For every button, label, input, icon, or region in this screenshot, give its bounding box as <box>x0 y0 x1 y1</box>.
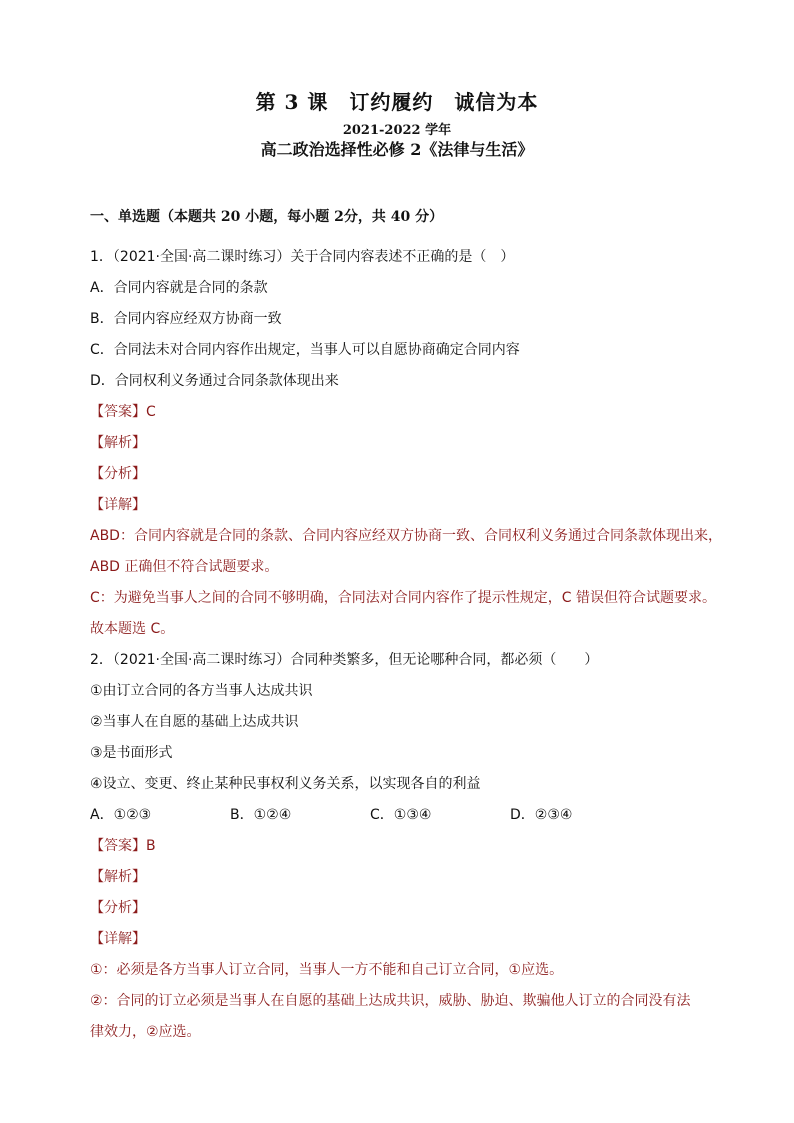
section-heading: 一、单选题（本题共 20 小题，每小题 2分，共 40 分） <box>90 209 444 225</box>
q2-answer: 【答案】B <box>90 838 156 854</box>
q2-item-4: ④设立、变更、终止某种民事权利义务关系，以实现各自的利益 <box>90 776 481 792</box>
q2-options <box>90 800 715 831</box>
q2-option-c: C．①③④ <box>370 807 432 823</box>
q2-option-d: D．②③④ <box>510 807 573 823</box>
q1-answer: 【答案】C <box>90 404 156 420</box>
q1-fenxi-label: 【分析】 <box>90 466 146 482</box>
page-title: 第 3 课 订约履约 诚信为本 <box>255 90 539 114</box>
q2-option-b: B．①②④ <box>230 807 292 823</box>
q2-item-1: ①由订立合同的各方当事人达成共识 <box>90 683 313 699</box>
q1-explain-line-1: ABD：合同内容就是合同的条款、合同内容应经双方协商一致、合同权利义务通过合同条款体现出来， <box>90 528 722 544</box>
q2-explain-line-2: ②：合同的订立必须是当事人在自愿的基础上达成共识，威胁、胁迫、欺骗他人订立的合同没有法 <box>90 993 691 1009</box>
q2-fenxi-label: 【分析】 <box>90 900 146 916</box>
q2-analysis-label: 【解析】 <box>90 869 146 885</box>
school-year: 2021-2022 学年 <box>342 123 452 138</box>
q2-option-a: A．①②③ <box>90 807 152 823</box>
q1-analysis-label: 【解析】 <box>90 435 146 451</box>
q2-explain-line-1: ①：必须是各方当事人订立合同，当事人一方不能和自己订立合同，①应选。 <box>90 962 564 978</box>
course-name: 高二政治选择性必修 2《法律与生活》 <box>260 140 534 159</box>
q1-option-a: A．合同内容就是合同的条款 <box>90 280 268 296</box>
q1-option-c: C．合同法未对合同内容作出规定，当事人可以自愿协商确定合同内容 <box>90 342 520 358</box>
q2-item-2: ②当事人在自愿的基础上达成共识 <box>90 714 299 730</box>
q1-explain-line-2: ABD 正确但不符合试题要求。 <box>90 559 279 575</box>
q1-detail-label: 【详解】 <box>90 497 146 513</box>
question-1-stem: 1．（2021·全国·高二课时练习）关于合同内容表述不正确的是（ ） <box>90 249 515 265</box>
q2-item-3: ③是书面形式 <box>90 745 173 761</box>
q1-explain-line-3: C：为避免当事人之间的合同不够明确，合同法对合同内容作了提示性规定，C 错误但符合试题要求。 <box>90 590 716 606</box>
q2-detail-label: 【详解】 <box>90 931 146 947</box>
q2-explain-line-3: 律效力，②应选。 <box>90 1024 201 1040</box>
q1-conclusion: 故本题选 C。 <box>90 621 175 637</box>
q1-option-b: B．合同内容应经双方协商一致 <box>90 311 282 327</box>
question-2-stem: 2．（2021·全国·高二课时练习）合同种类繁多，但无论哪种合同，都必须（ ） <box>90 652 599 668</box>
question-list <box>90 242 722 1048</box>
q1-option-d: D．合同权利义务通过合同条款体现出来 <box>90 373 339 389</box>
